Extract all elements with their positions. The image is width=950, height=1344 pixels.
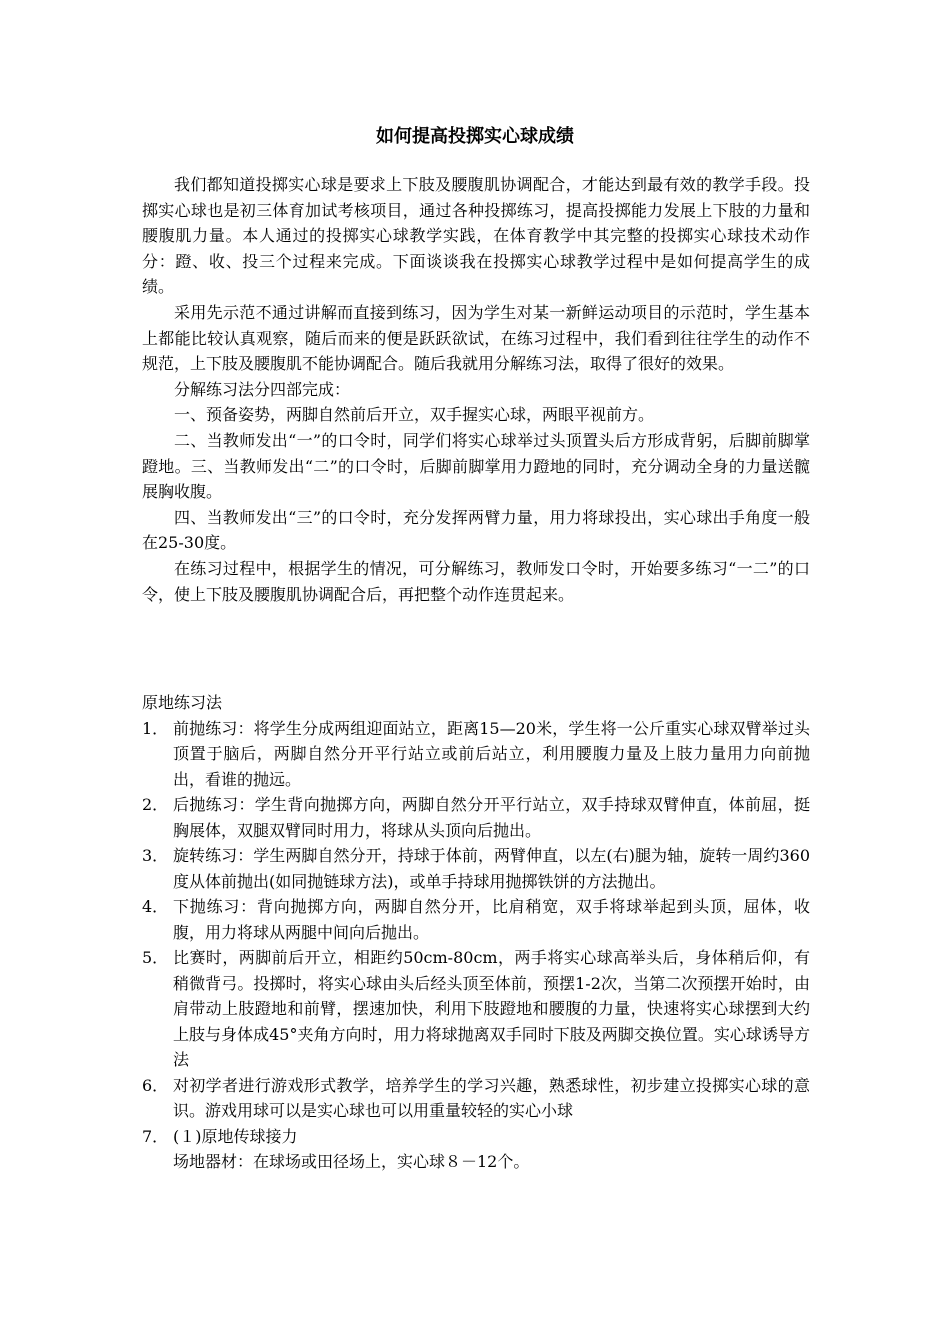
item-number: 7． (142, 1126, 169, 1146)
paragraph: 在练习过程中，根据学生的情况，可分解练习，教师发口令时，开始要多练习“一二”的口令，使上下肢及腰腹肌协调配合后，再把整个动作连贯起来。 (142, 558, 810, 604)
item-number: 6． (142, 1075, 169, 1095)
item-text: 下抛练习：背向抛掷方向，两脚自然分开，比肩稍宽，双手将球举起到头顶，屈体，收腹，用力将球从两腿中间向后抛出。 (173, 897, 810, 942)
list-item (142, 1073, 810, 1124)
paragraph: 四、当教师发出“三”的口令时，充分发挥两臂力量，用力将球投出，实心球出手角度一般在25-30度。 (142, 507, 810, 553)
document-title: 如何提高投掷实心球成绩 (376, 126, 574, 147)
paragraph: 二、当教师发出“一”的口令时，同学们将实心球举过头顶置头后方形成背躬，后脚前脚掌蹬地。三、当教师发出“二”的口令时，后脚前脚掌用力蹬地的同时，充分调动全身的力量送髋展胸收腹。 (142, 430, 810, 502)
item-text: 比赛时，两脚前后开立，相距约50cm-80cm，两手将实心球高举头后，身体稍后仰，有稍微背弓。投掷时，将实心球由头后经头顶至体前，预摆1-2次，当第二次预摆开始时，由肩带动上肢蹬地和前臂，摆速加快，利用下肢蹬地和腰腹的力量，快速将实心球摆到大约上肢与身体成45°夹角方向时，用力将球抛离双手同时下肢及两脚交换位置。实心球诱导方法 (173, 948, 810, 1069)
item-text: 后抛练习：学生背向抛掷方向，两脚自然分开平行站立，双手持球双臂伸直，体前屈，挺胸展体，双腿双臂同时用力，将球从头顶向后抛出。 (173, 795, 810, 840)
item-text: 旋转练习：学生两脚自然分开，持球于体前，两臂伸直，以左(右)腿为轴，旋转一周约360度从体前抛出(如同抛链球方法)，或单手持球用抛掷铁饼的方法抛出。 (173, 846, 810, 891)
paragraph: 我们都知道投掷实心球是要求上下肢及腰腹肌协调配合，才能达到最有效的教学手段。投掷实心球也是初三体育加试考核项目，通过各种投掷练习，提高投掷能力发展上下肢的力量和腰腹肌力量。本人通过的投掷实心球教学实践，在体育教学中其完整的投掷实心球技术动作分：蹬、收、投三个过程来完成。下面谈谈我在投掷实心球教学过程中是如何提高学生的成绩。 (142, 175, 810, 297)
paragraph: 分解练习法分四部完成： (174, 379, 351, 399)
practice-section (142, 690, 810, 1175)
item-number: 3． (142, 846, 169, 865)
list-item (142, 843, 810, 894)
item-number: 4． (142, 897, 169, 916)
item-subtext: 场地器材：在球场或田径场上，实心球８－12个。 (173, 1152, 530, 1171)
list-item (142, 945, 810, 1073)
intro-body (142, 172, 810, 607)
item-text: 对初学者进行游戏形式教学，培养学生的学习兴趣，熟悉球性，初步建立投掷实心球的意识。游戏用球可以是实心球也可以用重量较轻的实心小球 (173, 1075, 810, 1120)
practice-list (142, 716, 810, 1175)
item-number: 2． (142, 795, 169, 814)
paragraph: 采用先示范不通过讲解而直接到练习，因为学生对某一新鲜运动项目的示范时，学生基本上都能比较认真观察，随后而来的便是跃跃欲试，在练习过程中，我们看到往往学生的动作不规范，上下肢及腰腹肌不能协调配合。随后我就用分解练习法，取得了很好的效果。 (142, 302, 810, 374)
item-text: 前抛练习：将学生分成两组迎面站立，距离15—20米，学生将一公斤重实心球双臂举过头顶置于脑后，两脚自然分开平行站立或前后站立，利用腰腹力量及上肢力量用力向前抛出，看谁的抛远。 (173, 718, 810, 789)
paragraph: 一、预备姿势，两脚自然前后开立，双手握实心球，两眼平视前方。 (174, 405, 655, 425)
section-title: 原地练习法 (142, 693, 223, 712)
item-number: 1． (142, 718, 169, 738)
list-item (142, 1124, 810, 1175)
list-item (142, 716, 810, 793)
item-text: (１)原地传球接力 (173, 1126, 298, 1146)
list-item (142, 894, 810, 945)
list-item (142, 792, 810, 843)
item-number: 5． (142, 948, 169, 967)
